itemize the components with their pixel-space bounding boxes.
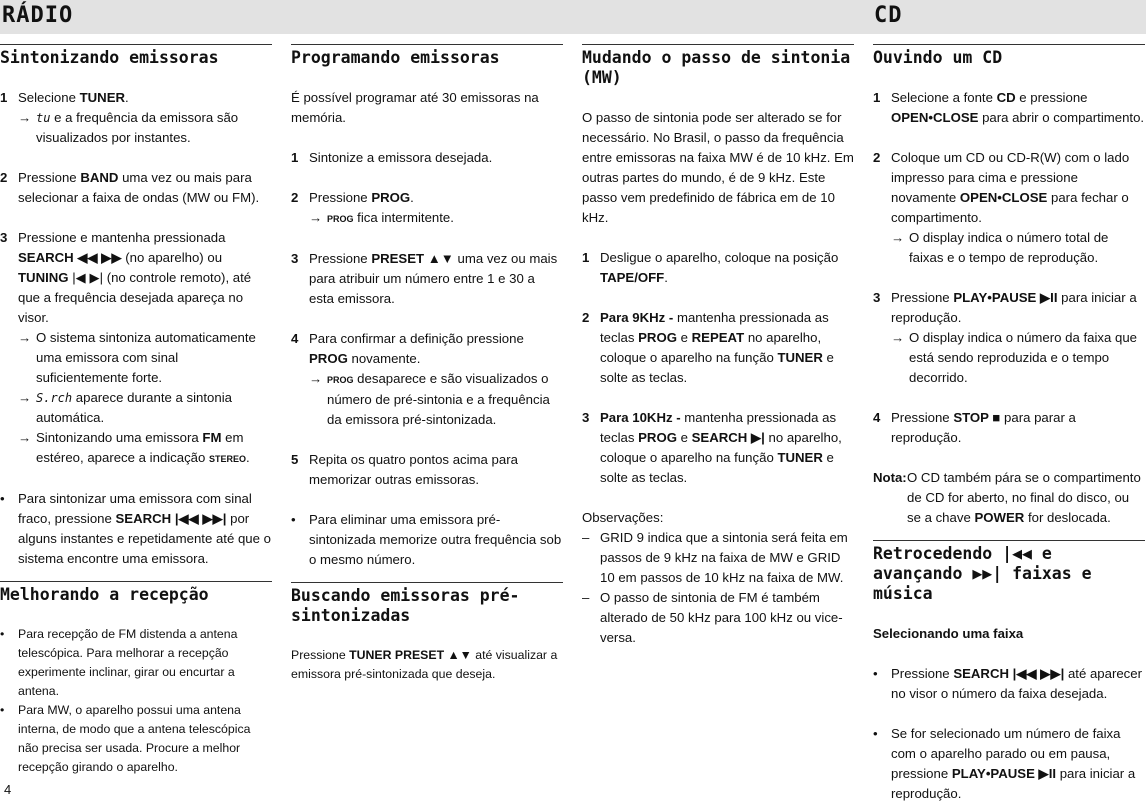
step-1: 1 Sintonize a emissora desejada. — [291, 150, 493, 165]
arrow-icon: → — [891, 230, 905, 245]
step-3: 3 Pressione e mantenha pressionada SEARCH ◀◀ ▶▶ (no aparelho) ou TUNING |◀ ▶| (no controle remoto), até que a frequência desejada apareça no visor. → O sistema sintoniza automaticamente uma emissora com sinal suficientemente forte. → S.rch aparece durante a sintonia automática. → Sintonizando uma emissora FM em estéreo, aparece a indicação STEREO. — [0, 230, 256, 465]
bullet-icon: • — [0, 627, 5, 641]
search-preset-text: Pressione TUNER PRESET ▲▼ até visualizar a emissora pré-sintonizada que deseja. — [291, 648, 558, 681]
step-1: 1 Desligue o aparelho, coloque na posição TAPE/OFF. — [582, 250, 839, 285]
bullet-weak-signal: • Para sintonizar uma emissora com sinal fraco, pressione SEARCH |◀◀ ▶▶| por alguns instantes e repetidamente até que o sistema encontre uma emissora. — [0, 491, 271, 566]
arrow-icon: → — [18, 110, 32, 125]
bullet-icon: • — [873, 666, 878, 681]
heading-retrocedendo: Retrocedendo |◀◀ e avançando ▶▶| faixas e música — [873, 544, 1092, 603]
heading-programando: Programando emissoras — [291, 48, 500, 67]
bullet-fm-antenna: • Para recepção de FM distenda a antena telescópica. Para melhorar a recepção experimente inclinar, girar ou encurtar a antena. — [0, 627, 238, 698]
bullet-icon: • — [0, 703, 5, 717]
arrow-icon: → — [18, 390, 32, 405]
step-4: 4 Para confirmar a definição pressione PROG novamente. → PROG desaparece e são visualizados o número de pré-sintonia e a frequência da emissora pré-sintonizada. — [291, 331, 550, 427]
bullet-search-track: • Pressione SEARCH |◀◀ ▶▶| até aparecer no visor o número da faixa desejada. — [873, 666, 1142, 701]
arrow-icon: → — [891, 330, 905, 345]
column-radio-tuning — [0, 44, 272, 777]
bullet-icon: • — [873, 726, 878, 741]
step-3: 3 Para 10KHz - mantenha pressionada as teclas PROG e SEARCH ▶| no aparelho, coloque o aparelho na função TUNER e solte as teclas. — [582, 410, 842, 485]
intro-text: O passo de sintonia pode ser alterado se for necessário. No Brasil, o passo da frequência entre emissoras na faixa MW é de 10 kHz. Em outras partes do mundo, é de 9 kHz. Este passo vem predefinido de fábrica em de 10 kHz. — [582, 110, 854, 225]
page-number: 4 — [4, 782, 12, 797]
step-4: 4 Pressione STOP ■ para parar a reprodução. — [873, 410, 1076, 445]
step-2: 2 Pressione PROG. → PROG fica intermitente. — [291, 188, 563, 229]
heading-melhorando: Melhorando a recepção — [0, 585, 209, 604]
step-5: 5 Repita os quatro pontos acima para memorizar outras emissoras. — [291, 452, 518, 487]
step-2: 2 Pressione BAND uma vez ou mais para selecionar a faixa de ondas (MW ou FM). — [0, 170, 260, 205]
header-bar — [0, 0, 1146, 34]
observation-2: – O passo de sintonia de FM é também alterado de 50 kHz para 100 kHz ou vice-versa. — [582, 590, 843, 645]
heading-buscando: Buscando emissoras pré-sintonizadas — [291, 586, 520, 625]
step-1: 1 Selecione a fonte CD e pressione OPEN•CLOSE para abrir o compartimento. — [873, 90, 1145, 125]
column-tuning-step — [582, 44, 854, 648]
arrow-icon: → — [309, 210, 323, 225]
heading-sintonizando: Sintonizando emissoras — [0, 48, 219, 67]
bullet-icon: • — [0, 491, 5, 506]
bullet-delete-preset: • Para eliminar uma emissora pré-sintonizada memorize outra frequência sob o mesmo número. — [291, 512, 562, 567]
section-header-radio: RÁDIO — [2, 3, 74, 28]
observations-title: Observações: — [582, 510, 664, 525]
step-1: 1 Selecione TUNER. → tu e a frequência da emissora são visualizados por instantes. — [0, 90, 239, 145]
arrow-icon: → — [18, 430, 32, 445]
bullet-icon: • — [291, 512, 296, 527]
arrow-icon: → — [18, 330, 32, 345]
column-programming — [291, 44, 563, 684]
intro-text: É possível programar até 30 emissoras na memória. — [291, 90, 539, 125]
step-2: 2 Para 9KHz - mantenha pressionada as teclas PROG e REPEAT no aparelho, coloque o aparelho na função TUNER e solte as teclas. — [582, 310, 834, 385]
step-2: 2 Coloque um CD ou CD-R(W) com o lado impresso para cima e pressione novamente OPEN•CLOSE para fechar o compartimento. → O display indica o número total de faixas e o tempo de reprodução. — [873, 150, 1130, 265]
observation-1: – GRID 9 indica que a sintonia será feita em passos de 9 kHz na faixa de MW e GRID 10 em passos de 10 kHz na faixa de MW. — [582, 530, 848, 585]
step-3: 3 Pressione PLAY•PAUSE ▶II para iniciar a reprodução. → O display indica o número da faixa que está sendo reproduzida e o tempo decorrido. — [873, 290, 1137, 385]
bullet-play-selected: • Se for selecionado um número de faixa com o aparelho parado ou em pausa, pressione PLAY•PAUSE ▶II para iniciar a reprodução. — [873, 726, 1136, 801]
section-header-cd: CD — [874, 3, 903, 28]
column-cd — [873, 44, 1145, 804]
heading-mudando: Mudando o passo de sintonia (MW) — [582, 48, 851, 87]
bullet-mw-antenna: • Para MW, o aparelho possui uma antena interna, de modo que a antena telescópica não precisa ser usada. Procure a melhor recepção girando o aparelho. — [0, 703, 251, 774]
step-3: 3 Pressione PRESET ▲▼ uma vez ou mais para atribuir um número entre 1 e 30 a esta emissora. — [291, 251, 558, 306]
subheading-selecionando: Selecionando uma faixa — [873, 626, 1024, 641]
arrow-icon: → — [309, 371, 323, 386]
heading-ouvindo: Ouvindo um CD — [873, 48, 1003, 67]
note: Nota: O CD também pára se o compartimento de CD for aberto, no final do disco, ou se a chave POWER for deslocada. — [873, 470, 1141, 525]
